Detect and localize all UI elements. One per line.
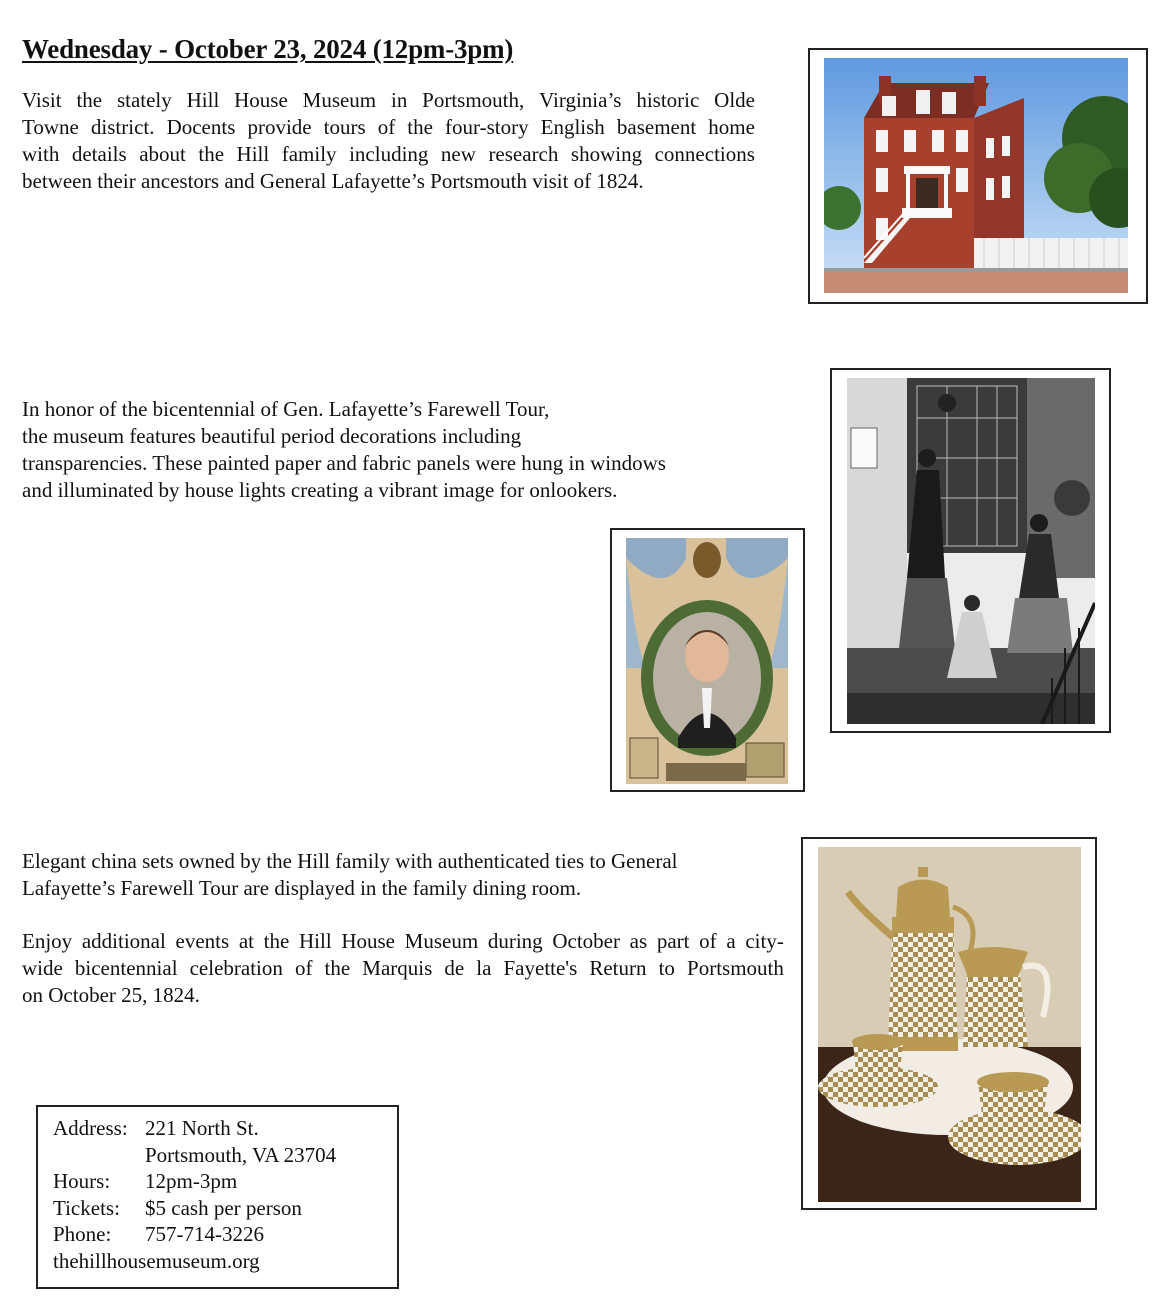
china-line: Lafayette’s Farewell Tour are displayed in the family dining room. — [22, 876, 582, 900]
events-paragraph — [22, 928, 784, 1009]
transparency-engraving-frame — [830, 368, 1111, 733]
bicentennial-line: In honor of the bicentennial of Gen. Lafayette’s Farewell Tour, — [22, 397, 550, 421]
address-label: Address: — [53, 1116, 128, 1140]
bicentennial-line: and illuminated by house lights creating a vibrant image for onlookers. — [22, 478, 618, 502]
intro-paragraph — [22, 87, 755, 195]
hours-row — [53, 1168, 397, 1195]
tickets-row — [53, 1195, 397, 1222]
bicentennial-line: transparencies. These painted paper and fabric panels were hung in windows — [22, 451, 666, 475]
tickets-label: Tickets: — [53, 1195, 120, 1220]
bicentennial-line: the museum features beautiful period decorations including — [22, 424, 522, 448]
china-paragraph — [22, 848, 677, 902]
china-set-photo — [818, 847, 1081, 1202]
phone-label: Phone: — [53, 1222, 112, 1246]
website-row — [53, 1248, 397, 1275]
address-row — [53, 1115, 397, 1142]
events-line: wide bicentennial celebration of the Marquis de la Fayette's Return to Portsmouth — [22, 956, 784, 980]
china-line: Elegant china sets owned by the Hill family with authenticated ties to General — [22, 849, 678, 873]
page-title: Wednesday - October 23, 2024 (12pm-3pm) — [22, 34, 514, 64]
hours-value: 12pm-3pm — [145, 1169, 238, 1193]
tickets-value: $5 cash per person — [145, 1195, 302, 1220]
hours-label: Hours: — [53, 1169, 111, 1193]
bicentennial-paragraph — [22, 396, 666, 504]
events-line: Enjoy additional events at the Hill House Museum during October as part of a city- — [22, 929, 784, 953]
hill-house-photo — [824, 58, 1128, 293]
intro-line: Towne district. Docents provide tours of the four-story English basement home — [22, 115, 755, 139]
address-line-2: Portsmouth, VA 23704 — [145, 1142, 337, 1167]
intro-line: with details about the Hill family including new research showing connections — [22, 142, 755, 166]
lafayette-portrait-frame — [610, 528, 805, 792]
hill-house-photo-frame — [808, 48, 1148, 304]
website-link[interactable]: thehillhousemuseum.org — [53, 1248, 260, 1273]
phone-row — [53, 1221, 397, 1248]
intro-line: Visit the stately Hill House Museum in Portsmouth, Virginia’s historic Olde — [22, 88, 755, 112]
intro-line: between their ancestors and General Lafayette’s Portsmouth visit of 1824. — [22, 169, 644, 193]
transparency-engraving — [847, 378, 1095, 724]
address-row-2 — [53, 1142, 397, 1169]
events-line: on October 25, 1824. — [22, 983, 200, 1007]
visitor-info-box — [36, 1105, 399, 1289]
china-set-photo-frame — [801, 837, 1097, 1210]
address-line-1: 221 North St. — [145, 1116, 259, 1140]
phone-value: 757-714-3226 — [145, 1222, 264, 1246]
lafayette-portrait — [626, 538, 788, 784]
